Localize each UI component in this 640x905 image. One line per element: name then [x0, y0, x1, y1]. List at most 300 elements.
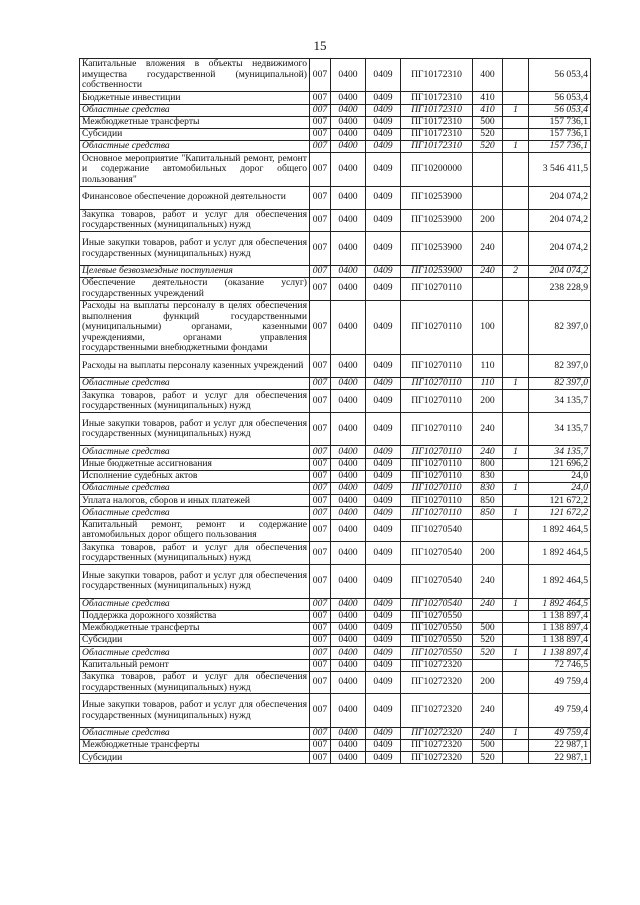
row-funding-source — [503, 565, 529, 598]
row-name: Обеспечение деятельности (оказание услуг) государственных учреждений — [80, 277, 310, 300]
table-row — [80, 59, 591, 92]
row-name: Областные средства — [80, 446, 310, 458]
row-section-code: 0400 — [331, 740, 366, 752]
table-row — [80, 153, 591, 186]
row-target-item-code: ПГ10270110 — [401, 413, 473, 446]
row-expense-type-code: 200 — [473, 209, 503, 232]
row-section-code: 0400 — [331, 209, 366, 232]
table-row — [80, 542, 591, 565]
row-name: Поддержка дорожного хозяйства — [80, 610, 310, 622]
row-funding-source: 1 — [503, 727, 529, 739]
row-amount: 1 138 897,4 — [529, 610, 591, 622]
row-name: Основное мероприятие "Капитальный ремонт, ремонт и содержание автомобильных дорог общего пользования" — [80, 153, 310, 186]
row-name: Областные средства — [80, 104, 310, 116]
row-department-code: 007 — [310, 232, 331, 265]
row-name: Целевые безвозмездные поступления — [80, 265, 310, 277]
row-amount: 1 138 897,4 — [529, 622, 591, 634]
row-target-item-code: ПГ10270110 — [401, 390, 473, 413]
row-department-code: 007 — [310, 694, 331, 727]
table-row — [80, 635, 591, 647]
row-funding-source: 1 — [503, 507, 529, 519]
row-department-code: 007 — [310, 128, 331, 140]
row-subsection-code: 0409 — [366, 355, 401, 378]
row-section-code: 0400 — [331, 470, 366, 482]
row-target-item-code: ПГ10270550 — [401, 635, 473, 647]
row-name: Областные средства — [80, 483, 310, 495]
row-expense-type-code: 830 — [473, 470, 503, 482]
budget-table — [79, 58, 591, 764]
row-department-code: 007 — [310, 277, 331, 300]
row-subsection-code: 0409 — [366, 740, 401, 752]
table-row — [80, 565, 591, 598]
row-name: Иные закупки товаров, работ и услуг для обеспечения государственных (муниципальных) нужд — [80, 694, 310, 727]
row-amount: 49 759,4 — [529, 727, 591, 739]
table-row — [80, 483, 591, 495]
row-name: Межбюджетные трансферты — [80, 116, 310, 128]
row-funding-source — [503, 128, 529, 140]
row-department-code: 007 — [310, 727, 331, 739]
table-row — [80, 300, 591, 355]
row-target-item-code: ПГ10270110 — [401, 277, 473, 300]
row-amount: 121 672,2 — [529, 495, 591, 507]
row-amount: 34 135,7 — [529, 413, 591, 446]
row-subsection-code: 0409 — [366, 727, 401, 739]
row-expense-type-code: 850 — [473, 495, 503, 507]
row-expense-type-code: 200 — [473, 390, 503, 413]
row-department-code: 007 — [310, 355, 331, 378]
row-section-code: 0400 — [331, 92, 366, 104]
row-amount: 22 987,1 — [529, 752, 591, 764]
row-section-code: 0400 — [331, 659, 366, 671]
row-amount: 1 138 897,4 — [529, 647, 591, 659]
row-amount: 34 135,7 — [529, 446, 591, 458]
row-name: Закупка товаров, работ и услуг для обеспечения государственных (муниципальных) нужд — [80, 542, 310, 565]
row-name: Исполнение судебных актов — [80, 470, 310, 482]
row-amount: 49 759,4 — [529, 671, 591, 694]
row-amount: 56 053,4 — [529, 59, 591, 92]
row-target-item-code: ПГ10172310 — [401, 128, 473, 140]
row-section-code: 0400 — [331, 694, 366, 727]
row-department-code: 007 — [310, 542, 331, 565]
row-funding-source — [503, 355, 529, 378]
row-target-item-code: ПГ10272320 — [401, 671, 473, 694]
table-row — [80, 378, 591, 390]
row-expense-type-code: 520 — [473, 635, 503, 647]
row-name: Субсидии — [80, 752, 310, 764]
row-section-code: 0400 — [331, 153, 366, 186]
row-subsection-code: 0409 — [366, 752, 401, 764]
row-expense-type-code — [473, 186, 503, 209]
row-subsection-code: 0409 — [366, 209, 401, 232]
table-row — [80, 519, 591, 542]
row-name: Межбюджетные трансферты — [80, 622, 310, 634]
row-subsection-code: 0409 — [366, 59, 401, 92]
row-department-code: 007 — [310, 483, 331, 495]
row-amount: 82 397,0 — [529, 378, 591, 390]
row-funding-source — [503, 610, 529, 622]
row-subsection-code: 0409 — [366, 647, 401, 659]
row-funding-source: 1 — [503, 598, 529, 610]
row-department-code: 007 — [310, 446, 331, 458]
row-department-code: 007 — [310, 390, 331, 413]
row-department-code: 007 — [310, 671, 331, 694]
row-subsection-code: 0409 — [366, 390, 401, 413]
row-expense-type-code — [473, 659, 503, 671]
row-expense-type-code: 240 — [473, 413, 503, 446]
row-subsection-code: 0409 — [366, 300, 401, 355]
row-section-code: 0400 — [331, 483, 366, 495]
row-subsection-code: 0409 — [366, 277, 401, 300]
row-funding-source — [503, 209, 529, 232]
row-amount: 204 074,2 — [529, 232, 591, 265]
row-target-item-code: ПГ10270550 — [401, 647, 473, 659]
row-expense-type-code: 500 — [473, 116, 503, 128]
row-section-code: 0400 — [331, 507, 366, 519]
row-target-item-code: ПГ10272320 — [401, 694, 473, 727]
row-department-code: 007 — [310, 265, 331, 277]
row-department-code: 007 — [310, 647, 331, 659]
row-expense-type-code: 520 — [473, 752, 503, 764]
row-target-item-code: ПГ10270110 — [401, 378, 473, 390]
row-amount: 1 892 464,5 — [529, 542, 591, 565]
row-section-code: 0400 — [331, 277, 366, 300]
row-department-code: 007 — [310, 495, 331, 507]
row-amount: 1 892 464,5 — [529, 598, 591, 610]
row-expense-type-code — [473, 610, 503, 622]
row-subsection-code: 0409 — [366, 128, 401, 140]
row-target-item-code: ПГ10270550 — [401, 610, 473, 622]
row-expense-type-code: 100 — [473, 300, 503, 355]
row-section-code: 0400 — [331, 128, 366, 140]
table-row — [80, 659, 591, 671]
row-target-item-code: ПГ10270110 — [401, 483, 473, 495]
table-row — [80, 141, 591, 153]
row-funding-source — [503, 186, 529, 209]
row-name: Бюджетные инвестиции — [80, 92, 310, 104]
row-amount: 1 138 897,4 — [529, 635, 591, 647]
row-section-code: 0400 — [331, 116, 366, 128]
row-name: Финансовое обеспечение дорожной деятельности — [80, 186, 310, 209]
row-section-code: 0400 — [331, 752, 366, 764]
row-department-code: 007 — [310, 458, 331, 470]
row-subsection-code: 0409 — [366, 141, 401, 153]
table-row — [80, 507, 591, 519]
row-section-code: 0400 — [331, 378, 366, 390]
row-section-code: 0400 — [331, 622, 366, 634]
row-subsection-code: 0409 — [366, 104, 401, 116]
row-expense-type-code: 200 — [473, 671, 503, 694]
row-target-item-code: ПГ10270110 — [401, 446, 473, 458]
row-funding-source: 1 — [503, 647, 529, 659]
row-target-item-code: ПГ10270540 — [401, 519, 473, 542]
table-row — [80, 186, 591, 209]
table-row — [80, 694, 591, 727]
row-expense-type-code: 520 — [473, 647, 503, 659]
row-subsection-code: 0409 — [366, 116, 401, 128]
row-amount: 121 696,2 — [529, 458, 591, 470]
table-row — [80, 458, 591, 470]
row-target-item-code: ПГ10272320 — [401, 752, 473, 764]
table-row — [80, 598, 591, 610]
table-row — [80, 277, 591, 300]
row-subsection-code: 0409 — [366, 378, 401, 390]
row-department-code: 007 — [310, 519, 331, 542]
table-row — [80, 671, 591, 694]
row-amount: 204 074,2 — [529, 186, 591, 209]
row-amount: 157 736,1 — [529, 116, 591, 128]
row-subsection-code: 0409 — [366, 565, 401, 598]
row-section-code: 0400 — [331, 446, 366, 458]
row-section-code: 0400 — [331, 355, 366, 378]
row-subsection-code: 0409 — [366, 610, 401, 622]
row-department-code: 007 — [310, 413, 331, 446]
row-amount: 238 228,9 — [529, 277, 591, 300]
row-name: Областные средства — [80, 378, 310, 390]
row-target-item-code: ПГ10270110 — [401, 507, 473, 519]
row-name: Областные средства — [80, 727, 310, 739]
row-section-code: 0400 — [331, 232, 366, 265]
row-name: Областные средства — [80, 141, 310, 153]
table-row — [80, 413, 591, 446]
table-row — [80, 128, 591, 140]
row-subsection-code: 0409 — [366, 265, 401, 277]
row-funding-source — [503, 694, 529, 727]
row-funding-source — [503, 300, 529, 355]
row-target-item-code: ПГ10253900 — [401, 186, 473, 209]
row-section-code: 0400 — [331, 104, 366, 116]
row-name: Субсидии — [80, 128, 310, 140]
table-row — [80, 470, 591, 482]
row-amount: 56 053,4 — [529, 92, 591, 104]
row-target-item-code: ПГ10270540 — [401, 565, 473, 598]
row-expense-type-code: 500 — [473, 622, 503, 634]
row-department-code: 007 — [310, 116, 331, 128]
row-funding-source — [503, 153, 529, 186]
row-target-item-code: ПГ10270110 — [401, 470, 473, 482]
table-row — [80, 209, 591, 232]
table-row — [80, 265, 591, 277]
row-name: Капитальный ремонт, ремонт и содержание автомобильных дорог общего пользования — [80, 519, 310, 542]
row-target-item-code: ПГ10270110 — [401, 355, 473, 378]
row-target-item-code: ПГ10172310 — [401, 141, 473, 153]
row-target-item-code: ПГ10172310 — [401, 116, 473, 128]
row-subsection-code: 0409 — [366, 671, 401, 694]
row-department-code: 007 — [310, 209, 331, 232]
row-section-code: 0400 — [331, 727, 366, 739]
table-row — [80, 647, 591, 659]
table-row — [80, 495, 591, 507]
row-subsection-code: 0409 — [366, 495, 401, 507]
row-funding-source: 2 — [503, 265, 529, 277]
row-section-code: 0400 — [331, 610, 366, 622]
row-funding-source — [503, 232, 529, 265]
row-funding-source — [503, 116, 529, 128]
row-funding-source — [503, 740, 529, 752]
row-department-code: 007 — [310, 59, 331, 92]
row-funding-source — [503, 542, 529, 565]
row-amount: 82 397,0 — [529, 300, 591, 355]
row-target-item-code: ПГ10270540 — [401, 598, 473, 610]
row-funding-source — [503, 752, 529, 764]
row-expense-type-code: 240 — [473, 565, 503, 598]
row-name: Иные закупки товаров, работ и услуг для обеспечения государственных (муниципальных) нужд — [80, 232, 310, 265]
table-row — [80, 355, 591, 378]
row-department-code: 007 — [310, 186, 331, 209]
row-funding-source: 1 — [503, 104, 529, 116]
row-section-code: 0400 — [331, 542, 366, 565]
table-row — [80, 622, 591, 634]
row-funding-source — [503, 495, 529, 507]
row-subsection-code: 0409 — [366, 483, 401, 495]
row-funding-source — [503, 470, 529, 482]
row-expense-type-code: 520 — [473, 141, 503, 153]
row-subsection-code: 0409 — [366, 232, 401, 265]
row-name: Иные закупки товаров, работ и услуг для обеспечения государственных (муниципальных) нужд — [80, 413, 310, 446]
row-name: Иные закупки товаров, работ и услуг для обеспечения государственных (муниципальных) нужд — [80, 565, 310, 598]
table-row — [80, 740, 591, 752]
row-funding-source — [503, 413, 529, 446]
row-amount: 1 892 464,5 — [529, 519, 591, 542]
row-subsection-code: 0409 — [366, 92, 401, 104]
row-expense-type-code: 800 — [473, 458, 503, 470]
row-expense-type-code: 240 — [473, 265, 503, 277]
row-name: Расходы на выплаты персоналу казенных учреждений — [80, 355, 310, 378]
row-section-code: 0400 — [331, 265, 366, 277]
row-department-code: 007 — [310, 153, 331, 186]
row-target-item-code: ПГ10172310 — [401, 92, 473, 104]
row-name: Закупка товаров, работ и услуг для обеспечения государственных (муниципальных) нужд — [80, 209, 310, 232]
row-subsection-code: 0409 — [366, 694, 401, 727]
row-funding-source — [503, 519, 529, 542]
row-department-code: 007 — [310, 635, 331, 647]
row-section-code: 0400 — [331, 413, 366, 446]
row-expense-type-code: 850 — [473, 507, 503, 519]
row-amount: 22 987,1 — [529, 740, 591, 752]
table-row — [80, 116, 591, 128]
row-section-code: 0400 — [331, 186, 366, 209]
row-funding-source: 1 — [503, 446, 529, 458]
row-subsection-code: 0409 — [366, 458, 401, 470]
table-row — [80, 390, 591, 413]
row-section-code: 0400 — [331, 565, 366, 598]
row-section-code: 0400 — [331, 458, 366, 470]
row-amount: 34 135,7 — [529, 390, 591, 413]
table-row — [80, 104, 591, 116]
row-funding-source — [503, 390, 529, 413]
row-subsection-code: 0409 — [366, 519, 401, 542]
row-expense-type-code: 110 — [473, 378, 503, 390]
row-expense-type-code: 240 — [473, 446, 503, 458]
row-section-code: 0400 — [331, 598, 366, 610]
row-funding-source — [503, 622, 529, 634]
row-name: Уплата налогов, сборов и иных платежей — [80, 495, 310, 507]
row-department-code: 007 — [310, 300, 331, 355]
row-name: Областные средства — [80, 598, 310, 610]
budget-table-body — [80, 59, 591, 764]
row-name: Капитальные вложения в объекты недвижимого имущества государственной (муниципальной) собственности — [80, 59, 310, 92]
row-target-item-code: ПГ10272320 — [401, 727, 473, 739]
row-subsection-code: 0409 — [366, 446, 401, 458]
row-amount: 1 892 464,5 — [529, 565, 591, 598]
row-expense-type-code: 830 — [473, 483, 503, 495]
row-expense-type-code: 240 — [473, 727, 503, 739]
row-subsection-code: 0409 — [366, 153, 401, 186]
row-department-code: 007 — [310, 92, 331, 104]
row-amount: 72 746,5 — [529, 659, 591, 671]
row-subsection-code: 0409 — [366, 470, 401, 482]
row-target-item-code: ПГ10172310 — [401, 104, 473, 116]
row-department-code: 007 — [310, 610, 331, 622]
row-amount: 3 546 411,5 — [529, 153, 591, 186]
row-funding-source — [503, 458, 529, 470]
row-department-code: 007 — [310, 470, 331, 482]
row-expense-type-code: 240 — [473, 598, 503, 610]
table-row — [80, 610, 591, 622]
row-expense-type-code: 240 — [473, 694, 503, 727]
row-department-code: 007 — [310, 622, 331, 634]
table-row — [80, 232, 591, 265]
row-target-item-code: ПГ10272320 — [401, 740, 473, 752]
row-funding-source — [503, 659, 529, 671]
row-name: Иные бюджетные ассигнования — [80, 458, 310, 470]
row-department-code: 007 — [310, 659, 331, 671]
row-department-code: 007 — [310, 565, 331, 598]
row-section-code: 0400 — [331, 519, 366, 542]
row-expense-type-code: 110 — [473, 355, 503, 378]
row-subsection-code: 0409 — [366, 598, 401, 610]
row-amount: 24,0 — [529, 483, 591, 495]
row-funding-source — [503, 92, 529, 104]
row-subsection-code: 0409 — [366, 186, 401, 209]
row-target-item-code: ПГ10253900 — [401, 209, 473, 232]
row-name: Расходы на выплаты персоналу в целях обеспечения выполнения функций государственными (муниципальными) органами, казенными учреждениями, органами управления государственными внебюджетными фондами — [80, 300, 310, 355]
row-subsection-code: 0409 — [366, 622, 401, 634]
row-target-item-code: ПГ10253900 — [401, 265, 473, 277]
row-department-code: 007 — [310, 740, 331, 752]
row-amount: 82 397,0 — [529, 355, 591, 378]
row-amount: 121 672,2 — [529, 507, 591, 519]
row-expense-type-code: 200 — [473, 542, 503, 565]
row-funding-source: 1 — [503, 378, 529, 390]
row-target-item-code: ПГ10270550 — [401, 622, 473, 634]
row-amount: 204 074,2 — [529, 209, 591, 232]
row-target-item-code: ПГ10172310 — [401, 59, 473, 92]
row-section-code: 0400 — [331, 300, 366, 355]
row-amount: 157 736,1 — [529, 128, 591, 140]
row-target-item-code: ПГ10253900 — [401, 232, 473, 265]
page-number: 15 — [313, 38, 327, 53]
row-target-item-code: ПГ10200000 — [401, 153, 473, 186]
row-subsection-code: 0409 — [366, 413, 401, 446]
row-subsection-code: 0409 — [366, 507, 401, 519]
table-row — [80, 446, 591, 458]
row-target-item-code: ПГ10270110 — [401, 300, 473, 355]
row-amount: 49 759,4 — [529, 694, 591, 727]
row-funding-source: 1 — [503, 483, 529, 495]
row-expense-type-code: 400 — [473, 59, 503, 92]
row-section-code: 0400 — [331, 495, 366, 507]
row-name: Субсидии — [80, 635, 310, 647]
row-subsection-code: 0409 — [366, 542, 401, 565]
row-section-code: 0400 — [331, 647, 366, 659]
row-expense-type-code — [473, 519, 503, 542]
row-name: Областные средства — [80, 647, 310, 659]
row-amount: 56 053,4 — [529, 104, 591, 116]
row-subsection-code: 0409 — [366, 635, 401, 647]
row-expense-type-code — [473, 277, 503, 300]
row-subsection-code: 0409 — [366, 659, 401, 671]
row-amount: 157 736,1 — [529, 141, 591, 153]
